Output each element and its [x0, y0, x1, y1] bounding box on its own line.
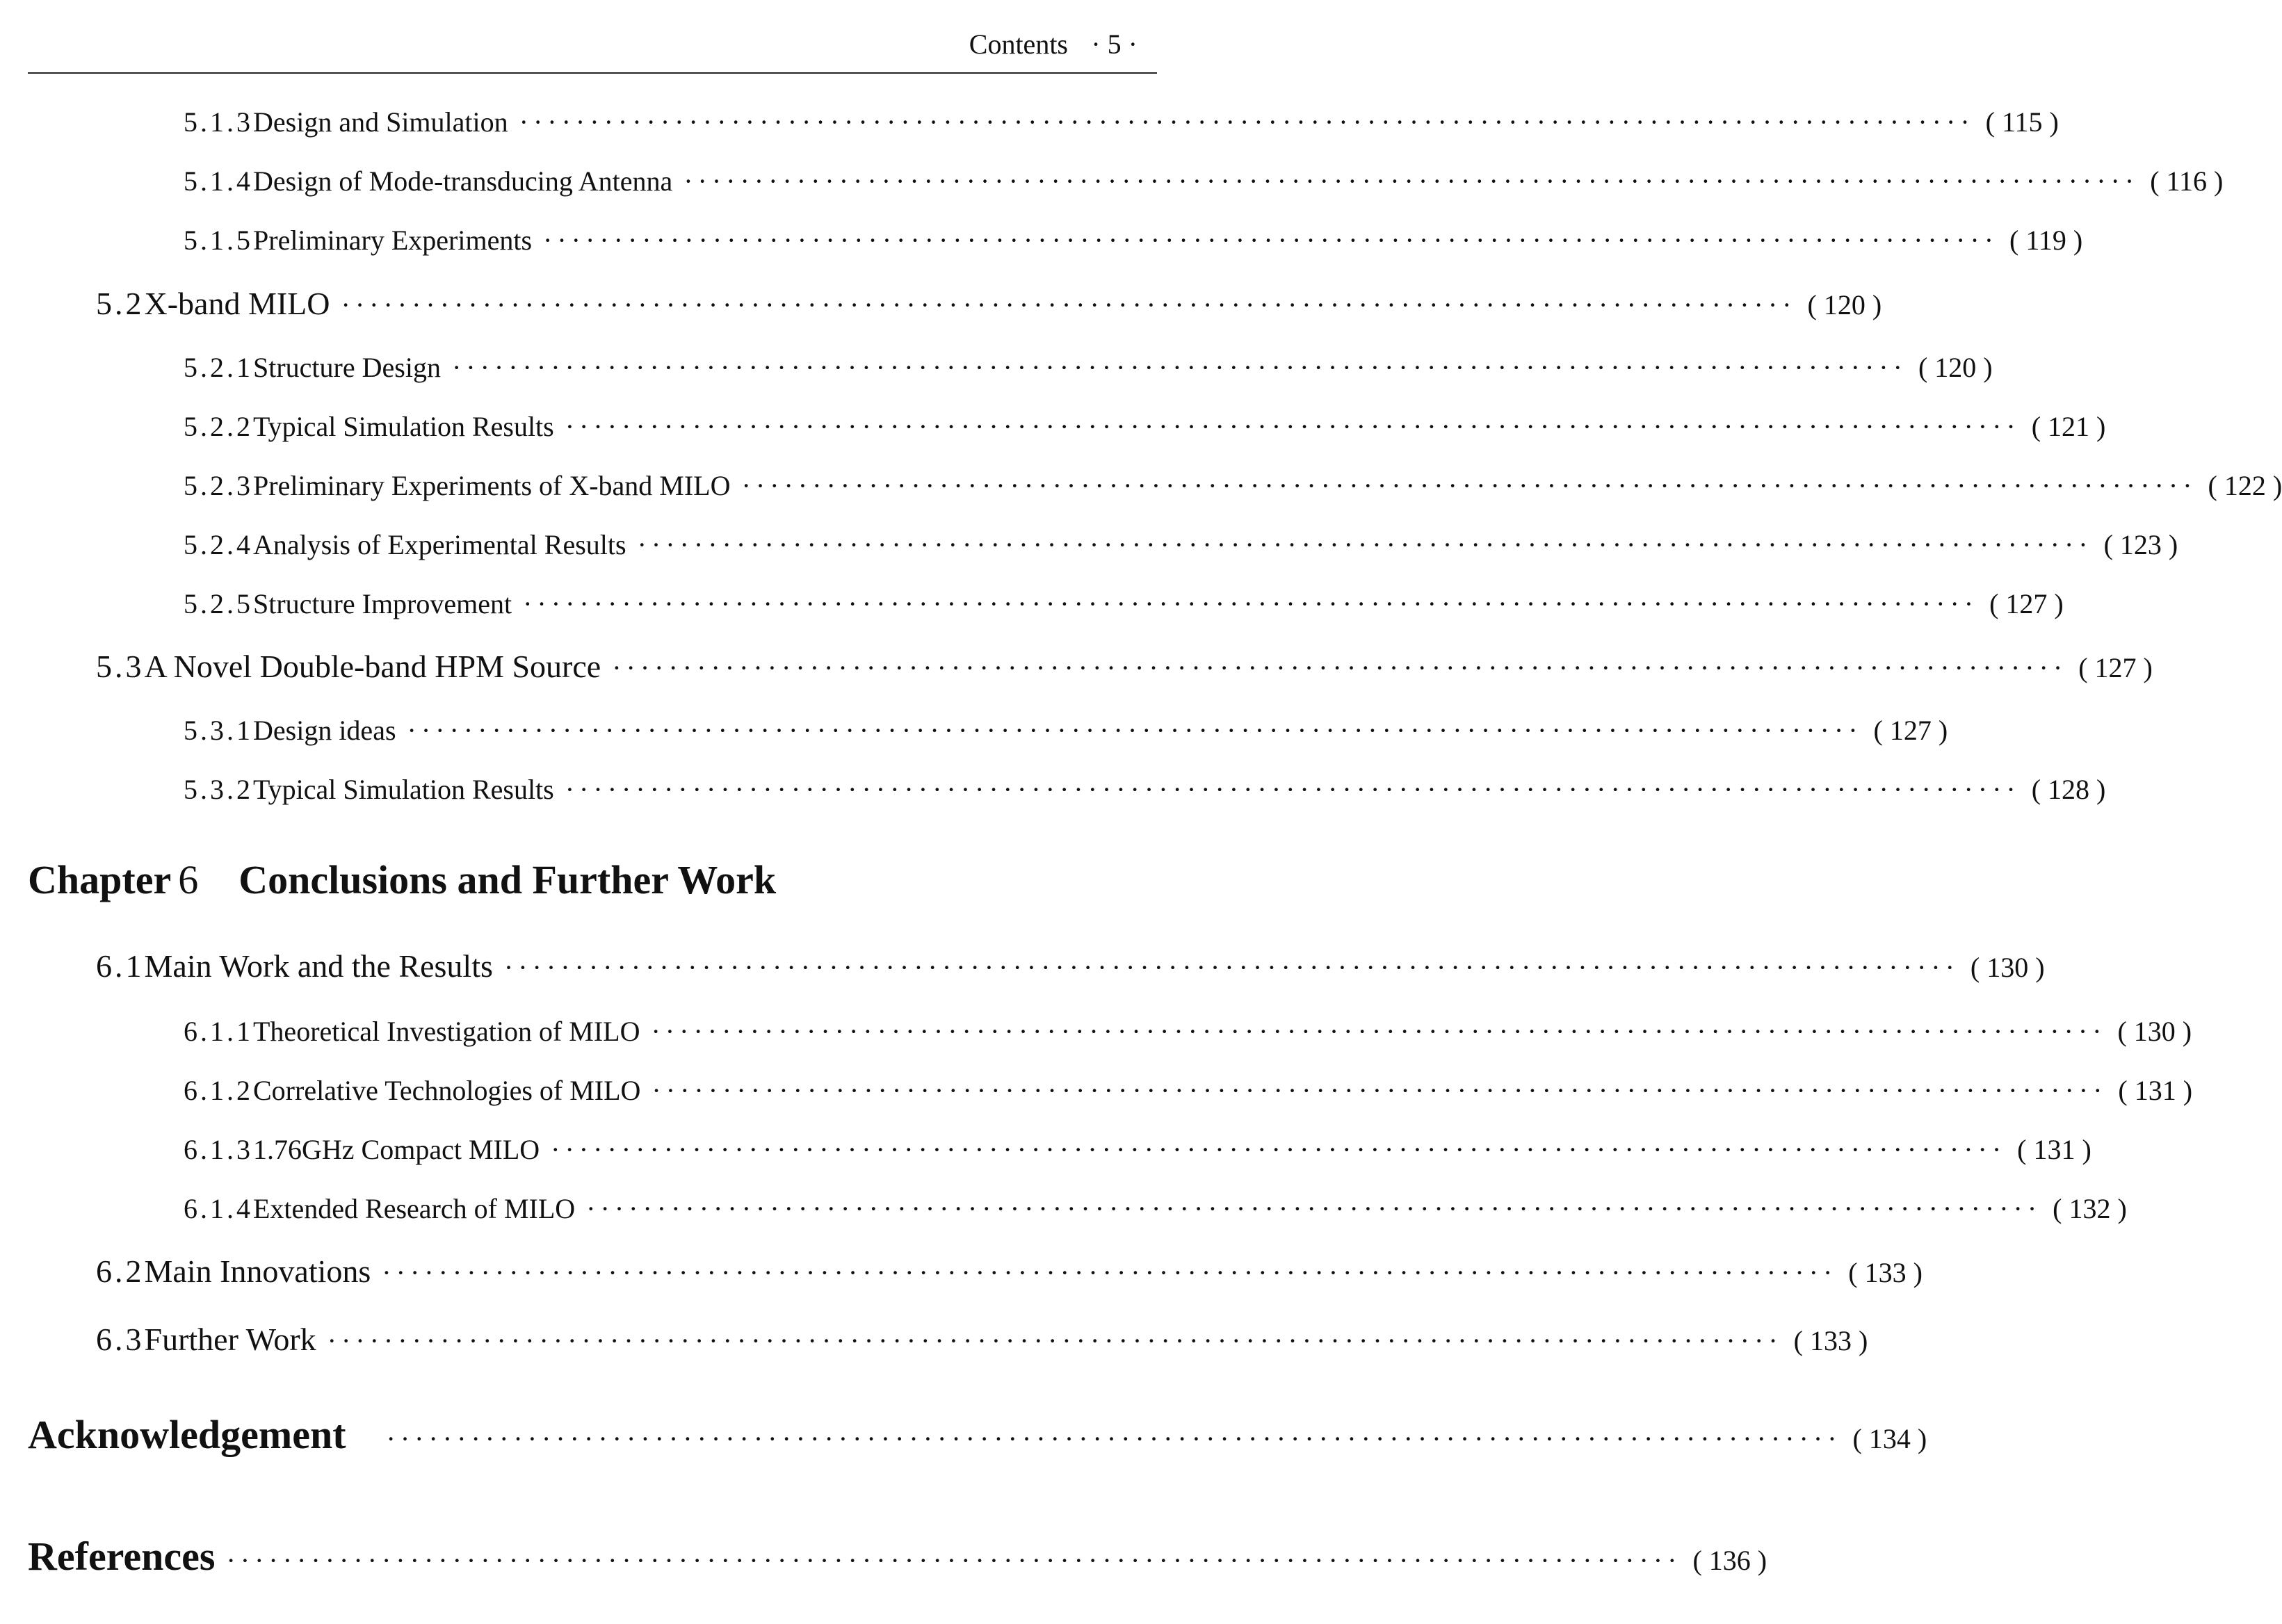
toc-entry-page: ( 130 ) — [2117, 1016, 2192, 1047]
dot-leader: ······································································································· — [565, 411, 2021, 442]
dot-leader: ······································································································· — [565, 774, 2021, 805]
dot-leader: ······································································································· — [612, 652, 2068, 683]
toc-entry-title: Extended Research of MILO — [253, 1193, 576, 1224]
toc-entry-page: ( 128 ) — [2031, 774, 2106, 805]
toc-entry-title: Further Work — [144, 1322, 316, 1357]
toc-entry-title: Design ideas — [253, 715, 396, 746]
toc-entry[interactable] — [184, 714, 1948, 747]
toc-entry-number: 5.3 — [96, 649, 145, 684]
toc-entry[interactable] — [184, 351, 1993, 384]
toc-entry-number: 5.2 — [96, 286, 145, 321]
running-header — [28, 21, 1157, 74]
toc-entry[interactable] — [184, 528, 2178, 561]
toc-entry[interactable] — [184, 410, 2106, 443]
toc-entry-title: Analysis of Experimental Results — [253, 529, 626, 560]
dot-leader: ······································································································· — [382, 1257, 1838, 1288]
dot-leader: ······································································································· — [637, 529, 2093, 560]
toc-entry-page: ( 121 ) — [2031, 411, 2106, 442]
toc-entry[interactable] — [184, 773, 2106, 806]
toc-entry-number: 5.2.1 — [184, 352, 253, 383]
toc-entry-number: 5.3.1 — [184, 715, 253, 746]
toc-entry-number: 6.3 — [96, 1322, 145, 1357]
toc-entry-number: 5.2.5 — [184, 588, 253, 619]
toc-entry[interactable] — [184, 165, 2224, 197]
toc-section-entry[interactable] — [96, 1321, 1868, 1358]
toc-section-entry[interactable] — [96, 648, 2153, 685]
toc-entry-page: ( 120 ) — [1807, 289, 1882, 320]
toc-entry-page: ( 115 ) — [1985, 106, 2059, 138]
toc-entry-page: ( 133 ) — [1848, 1257, 1923, 1288]
toc-entry-title: References — [28, 1534, 216, 1579]
toc-entry-page: ( 127 ) — [2078, 652, 2153, 683]
toc-entry-page: ( 122 ) — [2208, 470, 2282, 501]
dot-leader: ······································································································· — [519, 106, 1975, 138]
toc-entry-title: X-band MILO — [144, 286, 330, 321]
toc-entry-title: Correlative Technologies of MILO — [253, 1075, 641, 1106]
toc-section-entry[interactable] — [96, 948, 2045, 984]
toc-backmatter-entry[interactable] — [28, 1533, 1767, 1580]
toc-entry[interactable] — [184, 106, 2059, 138]
dot-leader: ······································································································· — [543, 225, 1999, 256]
dot-leader: ······································································································· — [407, 715, 1863, 746]
dot-leader: ······································································································· — [523, 588, 1979, 619]
toc-entry[interactable] — [184, 1015, 2192, 1048]
dot-leader: ······································································································· — [451, 352, 1907, 383]
toc-entry-number: 6.1.4 — [184, 1193, 253, 1224]
toc-entry[interactable] — [184, 1074, 2193, 1107]
toc-entry-title: Design and Simulation — [253, 106, 508, 138]
toc-entry-number: 5.2.2 — [184, 411, 253, 442]
toc-entry[interactable] — [184, 587, 2064, 620]
toc-entry-title: Main Innovations — [144, 1253, 371, 1289]
toc-entry-number: 5.1.5 — [184, 225, 253, 256]
toc-entry-title: Acknowledgement — [28, 1412, 346, 1457]
running-header-title: Contents — [969, 29, 1068, 60]
dot-leader: ······································································································· — [586, 1193, 2042, 1224]
dot-leader: ······································································································· — [327, 1325, 1783, 1356]
toc-entry-page: ( 123 ) — [2103, 529, 2178, 560]
dot-leader: ······································································································· — [652, 1075, 2107, 1106]
toc-entry-title: Typical Simulation Results — [253, 774, 554, 805]
chapter-heading[interactable] — [28, 856, 776, 903]
toc-entry-title: 1.76GHz Compact MILO — [253, 1134, 540, 1165]
dot-leader: ······································································································· — [503, 952, 1959, 983]
dot-leader: ······································································································· — [341, 289, 1797, 320]
toc-entry-page: ( 127 ) — [1989, 588, 2064, 619]
toc-entry-number: 5.2.4 — [184, 529, 253, 560]
dot-leader: ······································································································· — [741, 470, 2197, 501]
dot-leader: ······································································································· — [651, 1016, 2107, 1047]
toc-entry[interactable] — [184, 469, 2282, 502]
page-number: · 5 · — [1091, 29, 1138, 60]
toc-entry-page: ( 136 ) — [1692, 1545, 1767, 1576]
toc-backmatter-entry[interactable] — [28, 1411, 1927, 1458]
chapter-title: Conclusions and Further Work — [238, 857, 777, 902]
toc-entry-number: 6.1.3 — [184, 1134, 253, 1165]
toc-entry-page: ( 131 ) — [2017, 1134, 2091, 1165]
toc-entry-title: Design of Mode-transducing Antenna — [253, 165, 673, 197]
toc-section-entry[interactable] — [96, 285, 1882, 322]
toc-entry-page: ( 120 ) — [1918, 352, 1993, 383]
toc-entry-number: 6.1.2 — [184, 1075, 253, 1106]
toc-entry[interactable] — [184, 1133, 2091, 1166]
toc-entry-page: ( 133 ) — [1793, 1325, 1868, 1356]
toc-section-entry[interactable] — [96, 1253, 1923, 1290]
toc-entry-page: ( 134 ) — [1852, 1423, 1927, 1454]
toc-entry-number: 5.1.4 — [184, 165, 253, 197]
dot-leader: ······································································································· — [386, 1423, 1842, 1454]
toc-entry[interactable] — [184, 224, 2083, 257]
toc-entry-title: Typical Simulation Results — [253, 411, 554, 442]
dot-leader: ······································································································· — [683, 165, 2139, 197]
toc-entry-title: A Novel Double-band HPM Source — [144, 649, 601, 684]
toc-entry-title: Structure Design — [253, 352, 441, 383]
toc-entry-number: 6.2 — [96, 1253, 145, 1289]
toc-entry-page: ( 131 ) — [2118, 1075, 2193, 1106]
toc-entry-title: Main Work and the Results — [144, 948, 493, 984]
toc-entry-number: 5.3.2 — [184, 774, 253, 805]
toc-entry-title: Theoretical Investigation of MILO — [253, 1016, 640, 1047]
chapter-number: 6 — [178, 857, 199, 902]
toc-entry-page: ( 127 ) — [1873, 715, 1948, 746]
dot-leader: ······································································································· — [551, 1134, 2007, 1165]
toc-entry-page: ( 130 ) — [1970, 952, 2045, 983]
toc-entry-title: Structure Improvement — [253, 588, 512, 619]
toc-entry-number: 5.1.3 — [184, 106, 253, 138]
toc-entry-number: 6.1 — [96, 948, 145, 984]
toc-entry-number: 5.2.3 — [184, 470, 253, 501]
toc-entry-page: ( 116 ) — [2150, 165, 2224, 197]
toc-entry-page: ( 132 ) — [2053, 1193, 2127, 1224]
toc-entry-page: ( 119 ) — [2009, 225, 2083, 256]
dot-leader: ······································································································· — [226, 1545, 1682, 1576]
toc-entry-title: Preliminary Experiments — [253, 225, 533, 256]
toc-entry[interactable] — [184, 1192, 2127, 1225]
toc-entry-number: 6.1.1 — [184, 1016, 253, 1047]
chapter-label: Chapter — [28, 857, 172, 902]
toc-entry-title: Preliminary Experiments of X-band MILO — [253, 470, 731, 501]
